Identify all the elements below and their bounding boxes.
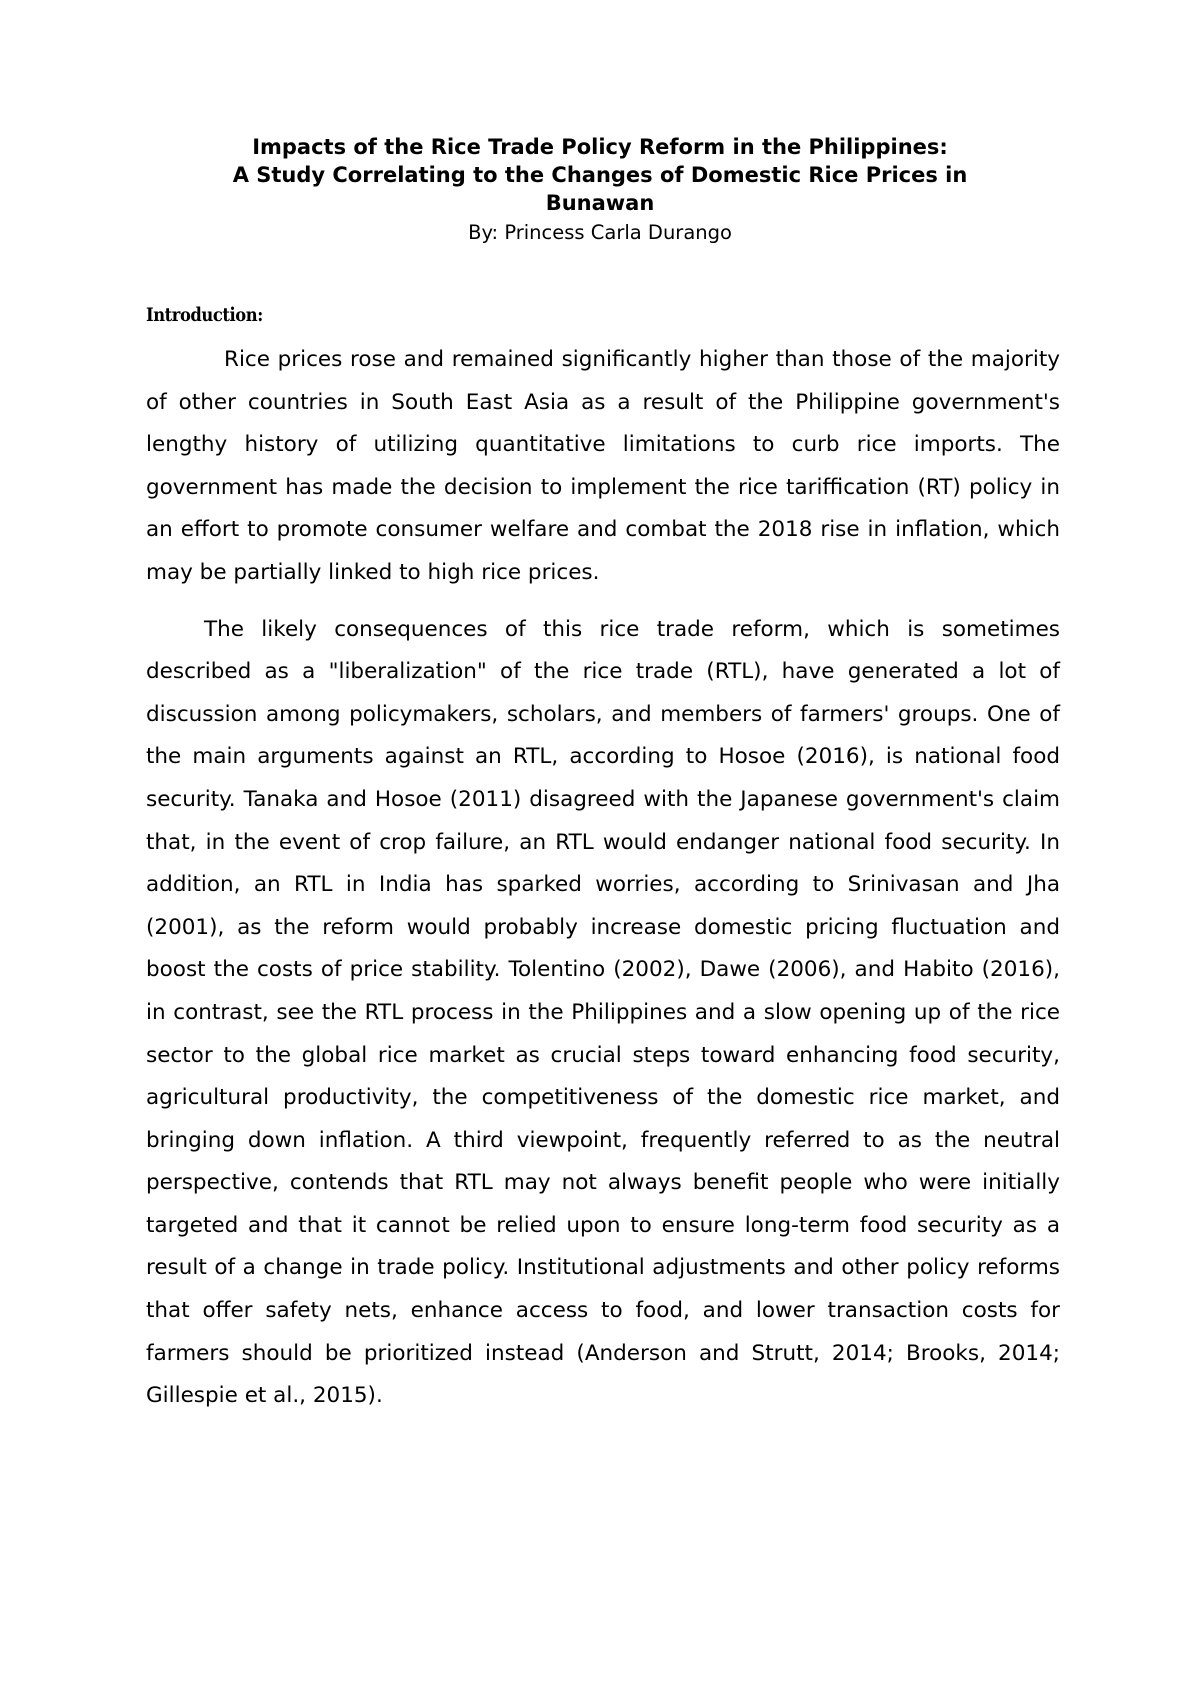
paragraph: The likely consequences of this rice trade reform, which is sometimes described as a "liberalization" of the rice trade (RTL), have generated a lot of discussion among policymakers, scholars, and members of farmers' groups. One of the main arguments against an RTL, according to Hosoe (2016), is national food security. Tanaka and Hosoe (2011) disagreed with the Japanese government's claim that, in the event of crop failure, an RTL would endanger national food security. In addition, an RTL in India has sparked worries, according to Srinivasan and Jha (2001), as the reform would probably increase domestic pricing fluctuation and boost the costs of price stability. Tolentino (2002), Dawe (2006), and Habito (2016), in contrast, see the RTL process in the Philippines and a slow opening up of the rice sector to the global rice market as crucial steps toward enhancing food security, agricultural productivity, the competitiveness of the domestic rice market, and bringing down inflation. A third viewpoint, frequently referred to as the neutral perspective, contends that RTL may not always benefit people who were initially targeted and that it cannot be relied upon to ensure long-term food security as a result of a change in trade policy. Institutional adjustments and other policy reforms that offer safety nets, enhance access to food, and lower transaction costs for farmers should be prioritized instead (Anderson and Strutt, 2014; Brooks, 2014; Gillespie et al., 2015). xyxy=(146,616,1060,1409)
paragraph: Rice prices rose and remained significantly higher than those of the majority of other countries in South East Asia as a result of the Philippine government's lengthy history of utilizing quantitative limitations to curb rice imports. The government has made the decision to implement the rice tariffication (RT) policy in an effort to promote consumer welfare and combat the 2018 rise in inflation, which may be partially linked to high rice prices. xyxy=(146,347,1060,585)
section-heading-introduction: Introduction: xyxy=(146,304,263,326)
document-title-line-3: Bunawan xyxy=(545,191,655,215)
body-text xyxy=(146,339,1060,1418)
document-title-line-2: A Study Correlating to the Changes of Domestic Rice Prices in xyxy=(232,163,968,187)
author-byline: By: Princess Carla Durango xyxy=(468,221,732,244)
title-block xyxy=(140,133,1060,246)
document-title-line-1: Impacts of the Rice Trade Policy Reform in the Philippines: xyxy=(252,135,948,159)
